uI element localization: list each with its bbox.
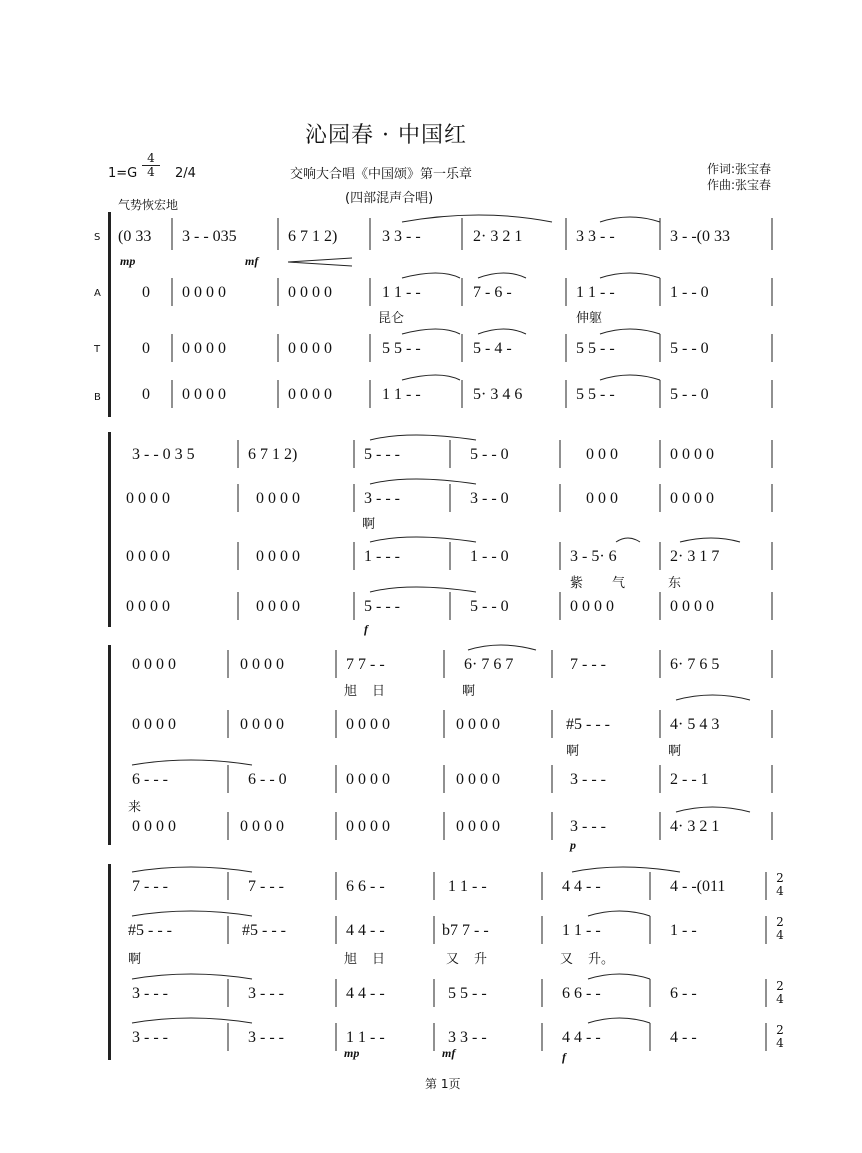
note-group: 0 0 0 0 (256, 598, 300, 615)
note-group: b7 7 - - (442, 922, 489, 939)
note-group: 7 - 6 - (473, 284, 512, 301)
lyric: 紫 (570, 576, 584, 591)
note-group: 3 3 - - (576, 228, 615, 245)
note-group: 1 - - 0 (670, 284, 709, 301)
note-group: 6 - - (670, 985, 697, 1002)
note-group: 3 - - - (248, 1029, 284, 1046)
page-number: 第 1页 (425, 1077, 461, 1091)
lyric: 啊 (362, 517, 376, 532)
subtitle: 交响大合唱《中国颂》第一乐章 (290, 167, 473, 182)
note-group: 0 0 0 0 (670, 490, 714, 507)
note-group: 0 0 0 0 (288, 340, 332, 357)
lyric: 旭 (344, 684, 358, 699)
note-group: 0 0 0 0 (256, 548, 300, 565)
tempo-marking: 气势恢宏地 (118, 198, 179, 212)
note-group: 5 - - 0 (470, 598, 509, 615)
note-group: 1 - - (670, 922, 697, 939)
time-change: 2 4 (776, 871, 784, 898)
note-group: 5 - - - (364, 446, 400, 463)
voice-label-t: T (94, 344, 101, 355)
note-group: (0 33 (118, 228, 152, 245)
note-group: 4 4 - - (346, 985, 385, 1002)
time-change: 2 4 (776, 979, 784, 1006)
note-group: 0 0 0 0 (182, 284, 226, 301)
lyric: 日 (372, 684, 386, 699)
voice-label-a: A (94, 288, 101, 299)
note-group: 0 0 0 0 (132, 656, 176, 673)
note-group: 2· 3 2 1 (473, 228, 523, 245)
lyric: 来 (128, 800, 142, 815)
note-group: 4 4 - - (562, 1029, 601, 1046)
note-group: 0 (142, 340, 150, 357)
note-group: 6 6 - - (346, 878, 385, 895)
note-group: 5 - 4 - (473, 340, 512, 357)
note-group: 5 5 - - (382, 340, 421, 357)
note-group: 4 - - (670, 1029, 697, 1046)
note-group: 4 4 - - (562, 878, 601, 895)
note-group: 0 0 0 0 (346, 818, 390, 835)
note-group: 4 - -(011 (670, 878, 726, 895)
note-group: 1 1 - - (346, 1029, 385, 1046)
time-change: 2 4 (776, 1023, 784, 1050)
dynamic-mark: mf (442, 1046, 456, 1060)
lyric: 日 (372, 952, 386, 967)
lyric: 又 (446, 952, 460, 967)
time-signature-alt: 2/4 (175, 166, 196, 181)
note-group: 0 0 0 0 (240, 818, 284, 835)
note-group: 0 0 0 0 (570, 598, 614, 615)
lyric: 升 (474, 952, 488, 967)
note-group: 6 - - - (132, 771, 168, 788)
note-group: 0 0 0 0 (456, 771, 500, 788)
note-group: 2· 3 1 7 (670, 548, 720, 565)
lyric: 升。 (588, 952, 615, 967)
note-group: 5 5 - - (576, 340, 615, 357)
note-group: 2 - - 1 (670, 771, 709, 788)
dynamic-mark: f (562, 1050, 566, 1064)
note-group: 0 0 0 0 (132, 818, 176, 835)
note-group: 0 0 0 0 (182, 340, 226, 357)
note-group: 0 0 0 0 (288, 284, 332, 301)
note-group: 1 1 - - (382, 284, 421, 301)
lyric: 伸躯 (576, 311, 603, 326)
note-group: 6 6 - - (562, 985, 601, 1002)
note-group: 3 - 5· 6 (570, 548, 617, 565)
note-group: 3 - - - (132, 985, 168, 1002)
note-group: 0 0 0 0 (346, 716, 390, 733)
note-group: 6 7 1 2) (288, 228, 338, 245)
note-group: 3 - - - (132, 1029, 168, 1046)
lyric: 啊 (668, 744, 682, 759)
voice-label-b: B (94, 392, 101, 403)
lyric: 又 (560, 952, 574, 967)
note-group: 3 3 - - (382, 228, 421, 245)
note-group: 0 0 0 0 (126, 548, 170, 565)
note-group: 5 - - 0 (670, 340, 709, 357)
subtitle-choir: (四部混声合唱) (345, 191, 434, 206)
note-group: 3 - -(0 33 (670, 228, 730, 245)
note-group: 3 - - 035 (182, 228, 237, 245)
note-group: 7 - - - (248, 878, 284, 895)
note-group: 0 0 0 0 (132, 716, 176, 733)
note-group: 0 0 0 0 (346, 771, 390, 788)
note-group: #5 - - - (566, 716, 610, 733)
note-group: 0 0 0 (586, 446, 618, 463)
note-group: 6· 7 6 5 (670, 656, 720, 673)
note-group: 1 1 - - (576, 284, 615, 301)
note-group: 0 0 0 0 (240, 656, 284, 673)
note-group: 0 0 0 0 (670, 598, 714, 615)
note-group: 1 1 - - (448, 878, 487, 895)
note-group: 5 5 - - (448, 985, 487, 1002)
composer: 作曲:张宝春 (707, 178, 772, 192)
note-group: 4· 3 2 1 (670, 818, 720, 835)
note-group: 1 1 - - (382, 386, 421, 403)
note-group: 7 - - - (570, 656, 606, 673)
note-group: 0 0 0 0 (456, 818, 500, 835)
note-group: 5· 3 4 6 (473, 386, 523, 403)
note-group: 3 - - - (364, 490, 400, 507)
lyric: 啊 (462, 684, 476, 699)
note-group: 0 0 0 0 (456, 716, 500, 733)
note-group: 0 0 0 0 (288, 386, 332, 403)
note-group: 0 0 0 0 (240, 716, 284, 733)
note-group: 5 5 - - (576, 386, 615, 403)
lyric: 东 (668, 576, 682, 591)
lyric: 啊 (566, 744, 580, 759)
note-group: 3 - - - (248, 985, 284, 1002)
note-group: 4· 5 4 3 (670, 716, 720, 733)
note-group: 0 (142, 386, 150, 403)
note-group: 7 - - - (132, 878, 168, 895)
note-group: 1 - - - (364, 548, 400, 565)
lyric: 昆仑 (378, 311, 405, 326)
note-group: 6 - - 0 (248, 771, 287, 788)
lyricist: 作词:张宝春 (707, 162, 772, 176)
dynamic-mark: mp (120, 254, 136, 268)
note-group: 3 - - 0 3 5 (132, 446, 195, 463)
time-change: 2 4 (776, 915, 784, 942)
note-group: 0 0 0 (586, 490, 618, 507)
note-group: 5 - - - (364, 598, 400, 615)
note-group: #5 - - - (128, 922, 172, 939)
note-group: 3 - - 0 (470, 490, 509, 507)
note-group: 3 3 - - (448, 1029, 487, 1046)
note-group: 0 (142, 284, 150, 301)
note-group: 6· 7 6 7 (464, 656, 514, 673)
dynamic-mark: mf (245, 254, 259, 268)
note-group: 0 0 0 0 (126, 598, 170, 615)
note-group: 6 7 1 2) (248, 446, 298, 463)
lyric: 啊 (128, 952, 142, 967)
note-group: #5 - - - (242, 922, 286, 939)
note-group: 1 1 - - (562, 922, 601, 939)
key-signature: 1=G (108, 166, 138, 181)
voice-label-s: S (94, 232, 101, 243)
dynamic-mark: mp (344, 1046, 360, 1060)
note-group: 5 - - 0 (670, 386, 709, 403)
note-group: 3 - - - (570, 818, 606, 835)
note-group: 0 0 0 0 (126, 490, 170, 507)
note-group: 5 - - 0 (470, 446, 509, 463)
note-group: 0 0 0 0 (182, 386, 226, 403)
note-group: 1 - - 0 (470, 548, 509, 565)
note-group: 0 0 0 0 (670, 446, 714, 463)
note-group: 0 0 0 0 (256, 490, 300, 507)
dynamic-mark: f (364, 622, 368, 636)
dynamic-mark: p (570, 838, 576, 852)
lyric: 旭 (344, 952, 358, 967)
score-title: 沁园春 · 中国红 (305, 123, 467, 148)
note-group: 7 7 - - (346, 656, 385, 673)
note-group: 3 - - - (570, 771, 606, 788)
note-group: 4 4 - - (346, 922, 385, 939)
lyric: 气 (612, 576, 626, 591)
time-signature: 4 4 (142, 152, 160, 179)
